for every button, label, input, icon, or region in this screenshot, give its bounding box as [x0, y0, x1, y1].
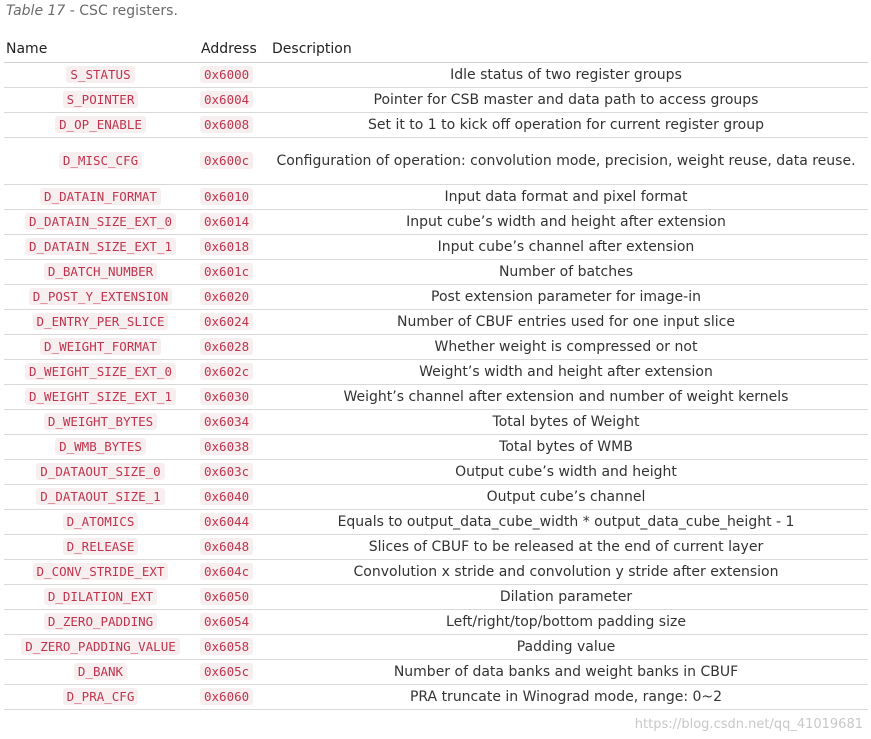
table-row — [4, 335, 868, 360]
table-caption — [6, 3, 178, 19]
register-address: 0x6048 — [200, 538, 253, 555]
register-address-cell — [197, 660, 270, 685]
register-name: D_BANK — [74, 663, 127, 680]
register-description-cell: Left/right/top/bottom padding size — [270, 610, 868, 635]
register-name-cell — [4, 510, 197, 535]
register-name: D_WEIGHT_BYTES — [44, 413, 157, 430]
register-address: 0x605c — [200, 663, 253, 680]
register-description-cell: Configuration of operation: convolution mode, precision, weight reuse, data reuse. — [270, 138, 868, 185]
register-address: 0x601c — [200, 263, 253, 280]
register-address-cell — [197, 610, 270, 635]
register-name-cell — [4, 88, 197, 113]
register-name: D_RELEASE — [63, 538, 139, 555]
register-description-cell: Set it to 1 to kick off operation for current register group — [270, 113, 868, 138]
register-name: D_WEIGHT_SIZE_EXT_1 — [25, 388, 176, 405]
table-number: Table 17 — [6, 3, 66, 19]
register-address-cell — [197, 335, 270, 360]
register-address-cell — [197, 235, 270, 260]
header-address: Address — [197, 36, 270, 63]
register-address-cell — [197, 260, 270, 285]
table-row — [4, 113, 868, 138]
register-description-cell: Output cube’s width and height — [270, 460, 868, 485]
register-name: D_MISC_CFG — [59, 152, 142, 169]
register-address: 0x6034 — [200, 413, 253, 430]
register-address-cell — [197, 360, 270, 385]
register-description-cell: Post extension parameter for image-in — [270, 285, 868, 310]
table-row — [4, 185, 868, 210]
register-name: D_ZERO_PADDING — [44, 613, 157, 630]
table-row — [4, 585, 868, 610]
register-address: 0x6014 — [200, 213, 253, 230]
register-name: D_DATAOUT_SIZE_1 — [36, 488, 164, 505]
register-address: 0x6058 — [200, 638, 253, 655]
register-address: 0x6024 — [200, 313, 253, 330]
table-row — [4, 535, 868, 560]
register-address: 0x6050 — [200, 588, 253, 605]
register-name-cell — [4, 410, 197, 435]
register-name: D_DATAIN_SIZE_EXT_0 — [25, 213, 176, 230]
register-name-cell — [4, 235, 197, 260]
register-address: 0x6054 — [200, 613, 253, 630]
register-name: D_PRA_CFG — [63, 688, 139, 705]
table-row — [4, 385, 868, 410]
register-name-cell — [4, 113, 197, 138]
header-row — [4, 36, 868, 63]
register-name-cell — [4, 210, 197, 235]
table-row — [4, 310, 868, 335]
register-address-cell — [197, 585, 270, 610]
register-name-cell — [4, 185, 197, 210]
register-address-cell — [197, 435, 270, 460]
register-name: D_WMB_BYTES — [55, 438, 146, 455]
table-row — [4, 360, 868, 385]
register-description-cell: Input cube’s width and height after extension — [270, 210, 868, 235]
register-address-cell — [197, 510, 270, 535]
register-address-cell — [197, 685, 270, 710]
table-row — [4, 560, 868, 585]
register-description-cell: Equals to output_data_cube_width * output_data_cube_height - 1 — [270, 510, 868, 535]
register-address: 0x6060 — [200, 688, 253, 705]
register-address: 0x6044 — [200, 513, 253, 530]
register-name-cell — [4, 560, 197, 585]
register-name: D_DATAOUT_SIZE_0 — [36, 463, 164, 480]
register-address: 0x6028 — [200, 338, 253, 355]
register-address: 0x604c — [200, 563, 253, 580]
table-body — [4, 63, 868, 710]
register-description-cell: Input data format and pixel format — [270, 185, 868, 210]
register-address: 0x6030 — [200, 388, 253, 405]
table-row — [4, 210, 868, 235]
register-name: D_DATAIN_FORMAT — [40, 188, 161, 205]
table-title: CSC registers. — [79, 3, 178, 19]
table-row — [4, 660, 868, 685]
register-address-cell — [197, 138, 270, 185]
register-address: 0x6000 — [200, 66, 253, 83]
table-row — [4, 138, 868, 185]
table-row — [4, 285, 868, 310]
register-name-cell — [4, 360, 197, 385]
register-name-cell — [4, 660, 197, 685]
register-address-cell — [197, 635, 270, 660]
register-address-cell — [197, 560, 270, 585]
table-row — [4, 435, 868, 460]
register-name-cell — [4, 310, 197, 335]
table-row — [4, 63, 868, 88]
register-address-cell — [197, 485, 270, 510]
register-address: 0x6004 — [200, 91, 253, 108]
table-row — [4, 635, 868, 660]
register-name: D_ZERO_PADDING_VALUE — [21, 638, 180, 655]
register-name-cell — [4, 260, 197, 285]
register-description-cell: Number of CBUF entries used for one input slice — [270, 310, 868, 335]
register-address: 0x6008 — [200, 116, 253, 133]
register-name-cell — [4, 610, 197, 635]
register-description-cell: Output cube’s channel — [270, 485, 868, 510]
table-row — [4, 460, 868, 485]
register-name: D_POST_Y_EXTENSION — [29, 288, 172, 305]
register-description-cell: Weight’s channel after extension and number of weight kernels — [270, 385, 868, 410]
register-name-cell — [4, 385, 197, 410]
register-name: D_ENTRY_PER_SLICE — [33, 313, 169, 330]
register-address-cell — [197, 63, 270, 88]
csc-registers-table — [4, 36, 868, 710]
table-row — [4, 610, 868, 635]
register-name-cell — [4, 685, 197, 710]
register-description-cell: Number of data banks and weight banks in CBUF — [270, 660, 868, 685]
register-name-cell — [4, 535, 197, 560]
register-address: 0x6038 — [200, 438, 253, 455]
register-name-cell — [4, 635, 197, 660]
table-row — [4, 260, 868, 285]
register-name-cell — [4, 485, 197, 510]
register-address-cell — [197, 185, 270, 210]
register-description-cell: Total bytes of WMB — [270, 435, 868, 460]
header-description: Description — [270, 36, 868, 63]
register-address-cell — [197, 285, 270, 310]
register-address-cell — [197, 310, 270, 335]
register-name: S_POINTER — [63, 91, 139, 108]
register-address: 0x600c — [200, 152, 253, 169]
register-description-cell: Padding value — [270, 635, 868, 660]
register-name: D_WEIGHT_SIZE_EXT_0 — [25, 363, 176, 380]
register-description-cell: Convolution x stride and convolution y stride after extension — [270, 560, 868, 585]
register-name: D_WEIGHT_FORMAT — [40, 338, 161, 355]
table-row — [4, 485, 868, 510]
table-row — [4, 685, 868, 710]
register-address: 0x603c — [200, 463, 253, 480]
register-description-cell: Number of batches — [270, 260, 868, 285]
register-description-cell: Input cube’s channel after extension — [270, 235, 868, 260]
register-address: 0x6020 — [200, 288, 253, 305]
register-description-cell: Pointer for CSB master and data path to access groups — [270, 88, 868, 113]
register-name-cell — [4, 460, 197, 485]
table-row — [4, 510, 868, 535]
register-address-cell — [197, 410, 270, 435]
register-address-cell — [197, 88, 270, 113]
register-name: D_DATAIN_SIZE_EXT_1 — [25, 238, 176, 255]
register-name: S_STATUS — [66, 66, 134, 83]
register-address-cell — [197, 460, 270, 485]
register-description-cell: Weight’s width and height after extension — [270, 360, 868, 385]
caption-separator: - — [65, 3, 80, 19]
header-name: Name — [4, 36, 197, 63]
register-description-cell: PRA truncate in Winograd mode, range: 0~2 — [270, 685, 868, 710]
register-description-cell: Dilation parameter — [270, 585, 868, 610]
register-address: 0x6010 — [200, 188, 253, 205]
register-name-cell — [4, 335, 197, 360]
register-description-cell: Idle status of two register groups — [270, 63, 868, 88]
register-name-cell — [4, 138, 197, 185]
register-name-cell — [4, 63, 197, 88]
register-name-cell — [4, 585, 197, 610]
register-name: D_ATOMICS — [63, 513, 139, 530]
register-name: D_CONV_STRIDE_EXT — [33, 563, 169, 580]
register-name-cell — [4, 435, 197, 460]
table-row — [4, 410, 868, 435]
table-row — [4, 235, 868, 260]
register-address-cell — [197, 210, 270, 235]
register-address: 0x602c — [200, 363, 253, 380]
register-name: D_DILATION_EXT — [44, 588, 157, 605]
register-address: 0x6018 — [200, 238, 253, 255]
table-row — [4, 88, 868, 113]
register-address-cell — [197, 385, 270, 410]
register-description-cell: Slices of CBUF to be released at the end of current layer — [270, 535, 868, 560]
register-name: D_OP_ENABLE — [55, 116, 146, 133]
register-address-cell — [197, 113, 270, 138]
register-address: 0x6040 — [200, 488, 253, 505]
register-description-cell: Whether weight is compressed or not — [270, 335, 868, 360]
register-name: D_BATCH_NUMBER — [44, 263, 157, 280]
watermark: https://blog.csdn.net/qq_41019681 — [634, 717, 863, 732]
register-description-cell: Total bytes of Weight — [270, 410, 868, 435]
register-name-cell — [4, 285, 197, 310]
register-address-cell — [197, 535, 270, 560]
